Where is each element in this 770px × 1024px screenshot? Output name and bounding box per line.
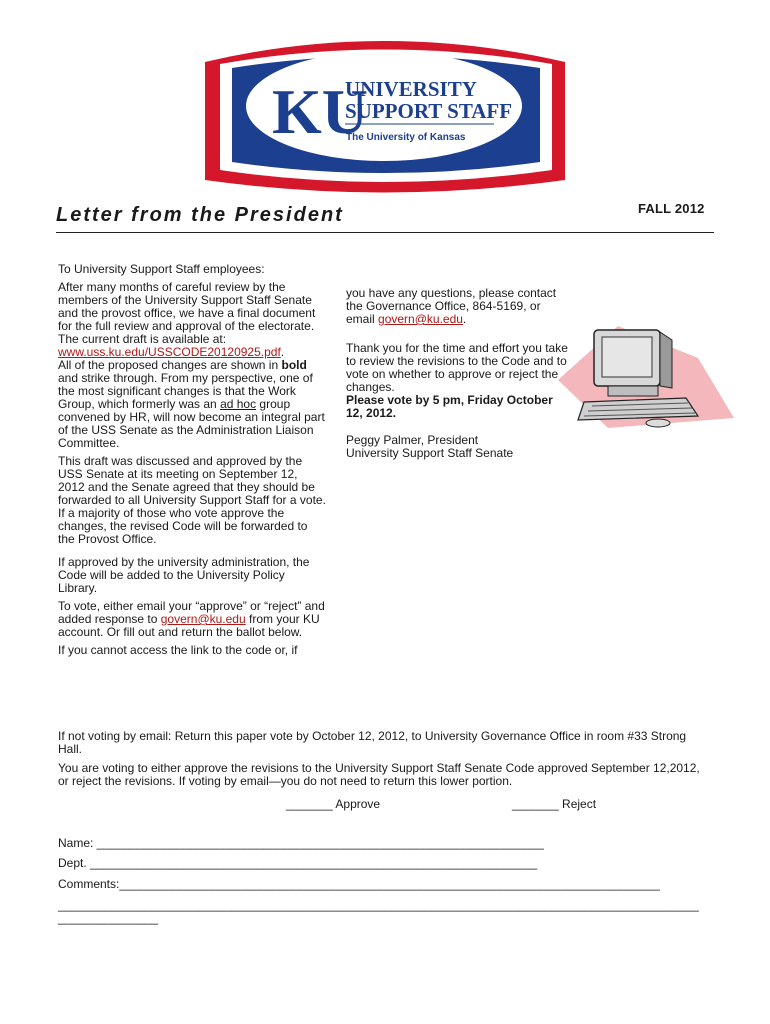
- reject-option[interactable]: _______ Reject: [512, 797, 597, 811]
- paragraph-questions: [346, 287, 568, 326]
- email-link[interactable]: govern@ku.edu: [160, 612, 246, 626]
- paragraph-text: To vote, either email your “approve” or “reject” and added response to: [58, 599, 325, 626]
- logo-ku: KU: [272, 76, 368, 147]
- paragraph-text: Thank you for the time and effort you take to review the revisions to the Code and to vote on whether to approve or reject the changes.: [346, 341, 568, 394]
- letter-column-1: [58, 263, 326, 662]
- paragraph-draft: This draft was discussed and approved by the USS Senate at its meeting on September 12, 2012 and the Senate agreed that they should be forwarded to all University Support Staff for a vote. If a majority of those who vote approve the changes, the revised Code will be forwarded to the Provost Office.: [58, 454, 326, 546]
- signature: [346, 434, 568, 460]
- paragraph-text: .: [462, 312, 467, 326]
- title-divider: [56, 232, 714, 233]
- paragraph-text: and strike through. From my perspective, one of the most significant changes is that the Work Group, which formerly was an: [58, 371, 313, 411]
- paragraph-continue: If you cannot access the link to the code or, if: [58, 643, 298, 657]
- paragraph-intro: [58, 281, 326, 450]
- signature-title: University Support Staff Senate: [346, 446, 514, 460]
- underlined-phrase: ad hoc: [220, 397, 257, 411]
- paragraph-vote: [58, 600, 326, 639]
- ballot-explanation: You are voting to either approve the revisions to the University Support Staff Senate Code approved September 12,2012, or reject the revisions. If voting by email—you do not need to return this lower portion.: [58, 761, 700, 788]
- paragraph-text: .: [280, 345, 285, 359]
- comments-blank-line[interactable]: ________________________________________________________________________________________________: [58, 898, 699, 912]
- letter-column-2: [346, 287, 568, 465]
- logo-line3: The University of Kansas: [346, 132, 466, 143]
- code-link[interactable]: www.uss.ku.edu/USSCODE20120925.pdf: [58, 345, 281, 359]
- paragraph-approval: If approved by the university administration, the Code will be added to the University Policy Library.: [58, 555, 310, 595]
- greeting: To University Support Staff employees:: [58, 262, 265, 276]
- logo-line1: UNIVERSITY: [345, 77, 477, 101]
- bold-word: bold: [281, 358, 307, 372]
- signature-name: Peggy Palmer, President: [346, 433, 479, 447]
- comments-field[interactable]: Comments:_________________________________________________________________________________: [58, 877, 660, 891]
- email-link[interactable]: govern@ku.edu: [378, 312, 463, 326]
- page-title: Letter from the President: [56, 204, 344, 226]
- vote-deadline: Please vote by 5 pm, Friday October 12, 2012.: [346, 393, 553, 420]
- paragraph-text: from your KU account. Or fill out and return the ballot below.: [58, 612, 320, 639]
- computer-icon: [548, 318, 734, 430]
- paragraph-text: you have any questions, please contact the Governance Office, 864-5169, or email: [346, 286, 557, 326]
- ballot-instructions: If not voting by email: Return this paper vote by October 12, 2012, to University Governance Office in room #33 Strong Hall.: [58, 729, 687, 756]
- dept-field[interactable]: Dept. ___________________________________________________________________: [58, 856, 538, 870]
- paragraph-text: After many months of careful review by the members of the University Support Staff Senate and the provost office, we have a final document for the full review and approval of the electorate. The current draft is available at:: [58, 280, 316, 346]
- paragraph-text: group convened by HR, will now become an integral part of the USS Senate as the Administration Liaison Committee.: [58, 397, 325, 450]
- paragraph-thanks: [346, 342, 568, 420]
- ballot-section: [58, 730, 708, 794]
- season-label: FALL 2012: [638, 201, 705, 216]
- comments-blank-line-short[interactable]: _______________: [58, 911, 159, 925]
- approve-option[interactable]: _______ Approve: [286, 797, 381, 811]
- header-banner: [0, 0, 770, 200]
- logo-line2: SUPPORT STAFF: [345, 99, 513, 123]
- name-field[interactable]: Name: ___________________________________________________________________: [58, 836, 544, 850]
- paragraph-text: All of the proposed changes are shown in: [58, 358, 282, 372]
